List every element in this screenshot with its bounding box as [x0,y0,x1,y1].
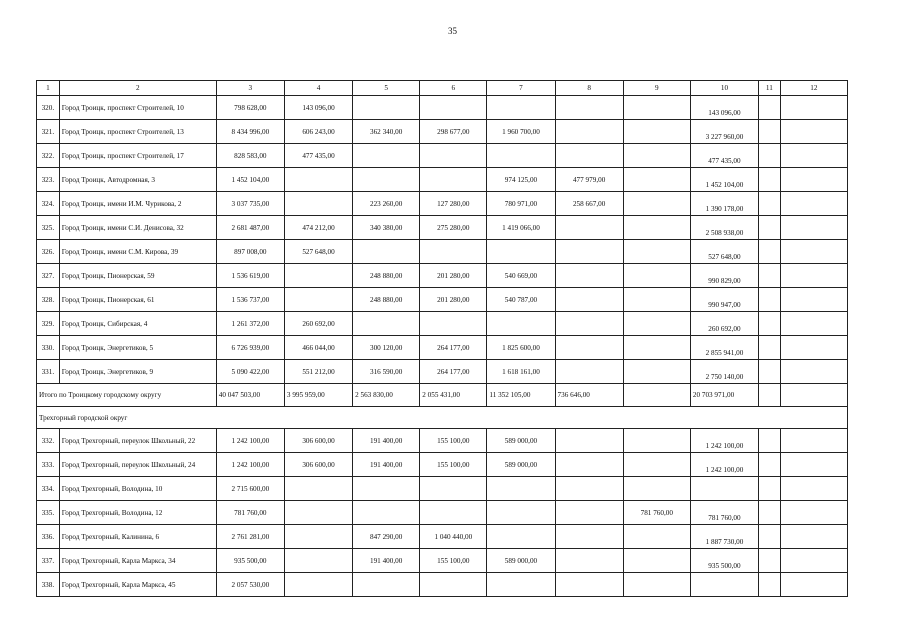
table-row [37,144,848,168]
column-header: 2 [59,81,216,96]
value-cell-c5: 191 400,00 [353,429,420,453]
value-cell-c4: 474 212,00 [284,216,352,240]
value-cell-c3: 798 628,00 [216,96,284,120]
table-row [37,477,848,501]
value-cell-c7: 780 971,00 [487,192,555,216]
value-cell-c10: 143 096,00 [690,96,758,120]
value-cell-c5 [353,168,420,192]
empty-cell-11 [759,192,781,216]
row-number: 327. [37,264,60,288]
empty-cell-11 [759,360,781,384]
value-cell-c4: 551 212,00 [284,360,352,384]
value-cell-c7: 1 825 600,00 [487,336,555,360]
address-cell: Город Троицк, Сибирская, 4 [59,312,216,336]
address-cell: Город Трехгорный, переулок Школьный, 22 [59,429,216,453]
total-value-c3: 40 047 503,00 [216,384,284,407]
total-value-c10: 20 703 971,00 [690,384,758,407]
header-row [37,81,848,96]
value-cell-c7: 974 125,00 [487,168,555,192]
empty-cell-12 [780,360,847,384]
value-cell-c7 [487,144,555,168]
value-cell-c7: 540 787,00 [487,288,555,312]
value-cell-c9 [623,429,690,453]
empty-cell-12 [780,477,847,501]
value-cell-c9 [623,525,690,549]
value-cell-c4 [284,549,352,573]
value-cell-c9 [623,312,690,336]
value-cell-c5 [353,144,420,168]
value-cell-c6: 298 677,00 [420,120,487,144]
value-cell-c4 [284,501,352,525]
value-cell-c4 [284,264,352,288]
empty-cell-12 [780,168,847,192]
value-cell-c10: 260 692,00 [690,312,758,336]
value-cell-c10: 2 855 941,00 [690,336,758,360]
value-cell-c9 [623,240,690,264]
value-cell-c8 [555,96,623,120]
address-cell: Город Троицк, Энергетиков, 5 [59,336,216,360]
value-cell-c9 [623,216,690,240]
section-row [37,407,848,429]
total-value-c8: 736 646,00 [555,384,623,407]
value-cell-c6: 264 177,00 [420,336,487,360]
value-cell-c4: 260 692,00 [284,312,352,336]
value-cell-c3: 2 761 281,00 [216,525,284,549]
value-cell-c10: 1 242 100,00 [690,453,758,477]
table-row [37,240,848,264]
column-header: 9 [623,81,690,96]
empty-cell-12 [780,192,847,216]
value-cell-c6 [420,96,487,120]
value-cell-c3: 5 090 422,00 [216,360,284,384]
value-cell-c5 [353,501,420,525]
value-cell-c10 [690,573,758,597]
value-cell-c10: 527 648,00 [690,240,758,264]
value-cell-c5 [353,96,420,120]
table-row [37,360,848,384]
value-cell-c6: 155 100,00 [420,453,487,477]
empty-cell-12 [780,312,847,336]
value-cell-c9 [623,453,690,477]
value-cell-c9 [623,360,690,384]
value-cell-c4 [284,192,352,216]
value-cell-c4: 306 600,00 [284,429,352,453]
table-row [37,573,848,597]
value-cell-c7 [487,477,555,501]
value-cell-c6 [420,168,487,192]
registry-table [36,80,848,597]
row-number: 322. [37,144,60,168]
value-cell-c5: 847 290,00 [353,525,420,549]
empty-cell-11 [759,120,781,144]
total-row [37,384,848,407]
address-cell: Город Троицк, проспект Строителей, 17 [59,144,216,168]
value-cell-c10: 781 760,00 [690,501,758,525]
address-cell: Город Троицк, проспект Строителей, 13 [59,120,216,144]
value-cell-c9 [623,573,690,597]
value-cell-c5: 248 880,00 [353,264,420,288]
value-cell-c10: 1 390 178,00 [690,192,758,216]
value-cell-c3: 1 242 100,00 [216,429,284,453]
empty-cell-12 [780,120,847,144]
total-label: Итого по Троицкому городскому округу [37,384,217,407]
value-cell-c10: 2 750 140,00 [690,360,758,384]
empty-cell-12 [780,240,847,264]
value-cell-c4: 477 435,00 [284,144,352,168]
value-cell-c7: 1 618 161,00 [487,360,555,384]
total-value-c4: 3 995 959,00 [284,384,352,407]
value-cell-c9 [623,288,690,312]
value-cell-c6: 201 280,00 [420,288,487,312]
value-cell-c9 [623,477,690,501]
empty-cell-11 [759,477,781,501]
row-number: 331. [37,360,60,384]
value-cell-c5: 316 590,00 [353,360,420,384]
value-cell-c6: 155 100,00 [420,429,487,453]
address-cell: Город Троицк, имени С.М. Кирова, 39 [59,240,216,264]
empty-cell-11 [759,216,781,240]
value-cell-c8 [555,312,623,336]
value-cell-c10: 990 947,00 [690,288,758,312]
value-cell-c5: 340 380,00 [353,216,420,240]
empty-cell-12 [780,429,847,453]
value-cell-c8 [555,477,623,501]
value-cell-c5: 191 400,00 [353,549,420,573]
value-cell-c9 [623,168,690,192]
value-cell-c8 [555,216,623,240]
table-row [37,336,848,360]
value-cell-c10: 1 242 100,00 [690,429,758,453]
value-cell-c9 [623,144,690,168]
value-cell-c3: 1 536 737,00 [216,288,284,312]
row-number: 338. [37,573,60,597]
table-row [37,120,848,144]
value-cell-c7 [487,501,555,525]
value-cell-c7: 1 419 066,00 [487,216,555,240]
total-value-c9 [623,384,690,407]
empty-cell-11 [759,573,781,597]
table-row [37,264,848,288]
value-cell-c8 [555,429,623,453]
value-cell-c6: 264 177,00 [420,360,487,384]
value-cell-c9 [623,96,690,120]
value-cell-c8 [555,549,623,573]
value-cell-c6: 1 040 440,00 [420,525,487,549]
row-number: 325. [37,216,60,240]
value-cell-c4 [284,477,352,501]
value-cell-c10 [690,477,758,501]
row-number: 333. [37,453,60,477]
empty-cell-11 [759,549,781,573]
empty-cell-11 [759,264,781,288]
value-cell-c4: 606 243,00 [284,120,352,144]
value-cell-c8 [555,453,623,477]
empty-cell-12 [780,96,847,120]
address-cell: Город Трехгорный, переулок Школьный, 24 [59,453,216,477]
empty-cell-12 [780,216,847,240]
value-cell-c7 [487,312,555,336]
value-cell-c5: 191 400,00 [353,453,420,477]
table-row [37,168,848,192]
table-row [37,288,848,312]
value-cell-c8: 258 667,00 [555,192,623,216]
column-header: 4 [284,81,352,96]
address-cell: Город Трехгорный, Володина, 10 [59,477,216,501]
value-cell-c3: 1 242 100,00 [216,453,284,477]
table-row [37,192,848,216]
empty-cell-12 [780,453,847,477]
column-header: 5 [353,81,420,96]
address-cell: Город Трехгорный, Володина, 12 [59,501,216,525]
value-cell-c7: 589 000,00 [487,453,555,477]
value-cell-c3: 2 681 487,00 [216,216,284,240]
row-number: 335. [37,501,60,525]
total-value-c5: 2 563 830,00 [353,384,420,407]
empty-cell-12 [780,549,847,573]
row-number: 337. [37,549,60,573]
value-cell-c4 [284,288,352,312]
value-cell-c10: 990 829,00 [690,264,758,288]
value-cell-c9 [623,549,690,573]
row-number: 334. [37,477,60,501]
row-number: 329. [37,312,60,336]
value-cell-c4: 527 648,00 [284,240,352,264]
value-cell-c3: 6 726 939,00 [216,336,284,360]
empty-cell-12 [780,501,847,525]
value-cell-c9: 781 760,00 [623,501,690,525]
empty-cell-12 [780,525,847,549]
value-cell-c8 [555,264,623,288]
address-cell: Город Трехгорный, Карла Маркса, 45 [59,573,216,597]
value-cell-c5 [353,240,420,264]
value-cell-c9 [623,336,690,360]
row-number: 326. [37,240,60,264]
value-cell-c6 [420,501,487,525]
row-number: 336. [37,525,60,549]
empty-cell-11 [759,288,781,312]
row-number: 323. [37,168,60,192]
table-row [37,96,848,120]
value-cell-c5 [353,477,420,501]
value-cell-c9 [623,120,690,144]
empty-cell-11 [759,501,781,525]
value-cell-c7: 1 960 700,00 [487,120,555,144]
value-cell-c4 [284,168,352,192]
section-title: Трехгорный городской округ [37,407,848,429]
value-cell-c8 [555,288,623,312]
value-cell-c3: 1 261 372,00 [216,312,284,336]
value-cell-c10: 1 452 104,00 [690,168,758,192]
empty-cell-11 [759,168,781,192]
value-cell-c3: 2 715 600,00 [216,477,284,501]
value-cell-c7 [487,96,555,120]
value-cell-c4: 466 044,00 [284,336,352,360]
value-cell-c6: 275 280,00 [420,216,487,240]
column-header: 1 [37,81,60,96]
value-cell-c10: 1 887 730,00 [690,525,758,549]
address-cell: Город Трехгорный, Карла Маркса, 34 [59,549,216,573]
value-cell-c3: 828 583,00 [216,144,284,168]
value-cell-c5 [353,573,420,597]
value-cell-c7 [487,240,555,264]
table-row [37,312,848,336]
value-cell-c3: 1 452 104,00 [216,168,284,192]
empty-cell-11 [759,240,781,264]
empty-cell-11 [759,384,781,407]
value-cell-c4 [284,573,352,597]
column-header: 10 [690,81,758,96]
value-cell-c6 [420,477,487,501]
value-cell-c6 [420,312,487,336]
column-header: 3 [216,81,284,96]
empty-cell-12 [780,264,847,288]
total-value-c6: 2 055 431,00 [420,384,487,407]
value-cell-c8: 477 979,00 [555,168,623,192]
value-cell-c7: 540 669,00 [487,264,555,288]
value-cell-c5 [353,312,420,336]
empty-cell-12 [780,288,847,312]
value-cell-c7: 589 000,00 [487,429,555,453]
value-cell-c8 [555,144,623,168]
value-cell-c3: 935 500,00 [216,549,284,573]
column-header: 7 [487,81,555,96]
empty-cell-11 [759,525,781,549]
total-value-c7: 11 352 105,00 [487,384,555,407]
table-row [37,501,848,525]
empty-cell-11 [759,144,781,168]
column-header: 6 [420,81,487,96]
value-cell-c8 [555,240,623,264]
table-row [37,525,848,549]
page-number: 35 [448,26,457,36]
value-cell-c10: 935 500,00 [690,549,758,573]
column-header: 8 [555,81,623,96]
value-cell-c10: 3 227 960,00 [690,120,758,144]
table-row [37,429,848,453]
value-cell-c5: 248 880,00 [353,288,420,312]
value-cell-c8 [555,501,623,525]
value-cell-c3: 781 760,00 [216,501,284,525]
value-cell-c8 [555,360,623,384]
row-number: 330. [37,336,60,360]
value-cell-c6 [420,573,487,597]
value-cell-c3: 3 037 735,00 [216,192,284,216]
value-cell-c6 [420,240,487,264]
address-cell: Город Троицк, Пионерская, 59 [59,264,216,288]
empty-cell-11 [759,96,781,120]
empty-cell-11 [759,453,781,477]
empty-cell-11 [759,429,781,453]
empty-cell-12 [780,144,847,168]
value-cell-c5: 223 260,00 [353,192,420,216]
row-number: 324. [37,192,60,216]
column-header: 12 [780,81,847,96]
value-cell-c9 [623,192,690,216]
value-cell-c10: 2 508 938,00 [690,216,758,240]
table-row [37,453,848,477]
column-header: 11 [759,81,781,96]
value-cell-c8 [555,573,623,597]
value-cell-c4: 306 600,00 [284,453,352,477]
empty-cell-12 [780,336,847,360]
address-cell: Город Троицк, Энергетиков, 9 [59,360,216,384]
table-row [37,216,848,240]
table-row [37,549,848,573]
value-cell-c6: 201 280,00 [420,264,487,288]
value-cell-c3: 2 057 530,00 [216,573,284,597]
row-number: 320. [37,96,60,120]
address-cell: Город Троицк, имени И.М. Чурикова, 2 [59,192,216,216]
address-cell: Город Троицк, Автодромная, 3 [59,168,216,192]
address-cell: Город Троицк, имени С.И. Денисова, 32 [59,216,216,240]
value-cell-c8 [555,120,623,144]
value-cell-c7: 589 000,00 [487,549,555,573]
value-cell-c10: 477 435,00 [690,144,758,168]
value-cell-c6: 155 100,00 [420,549,487,573]
value-cell-c3: 1 536 619,00 [216,264,284,288]
value-cell-c4: 143 096,00 [284,96,352,120]
empty-cell-12 [780,573,847,597]
address-cell: Город Троицк, проспект Строителей, 10 [59,96,216,120]
empty-cell-11 [759,336,781,360]
value-cell-c4 [284,525,352,549]
value-cell-c7 [487,573,555,597]
value-cell-c3: 897 008,00 [216,240,284,264]
value-cell-c9 [623,264,690,288]
address-cell: Город Трехгорный, Калинина, 6 [59,525,216,549]
row-number: 321. [37,120,60,144]
value-cell-c3: 8 434 996,00 [216,120,284,144]
row-number: 332. [37,429,60,453]
value-cell-c7 [487,525,555,549]
value-cell-c5: 300 120,00 [353,336,420,360]
address-cell: Город Троицк, Пионерская, 61 [59,288,216,312]
value-cell-c6: 127 280,00 [420,192,487,216]
row-number: 328. [37,288,60,312]
value-cell-c8 [555,525,623,549]
empty-cell-12 [780,384,847,407]
empty-cell-11 [759,312,781,336]
value-cell-c5: 362 340,00 [353,120,420,144]
value-cell-c6 [420,144,487,168]
value-cell-c8 [555,336,623,360]
